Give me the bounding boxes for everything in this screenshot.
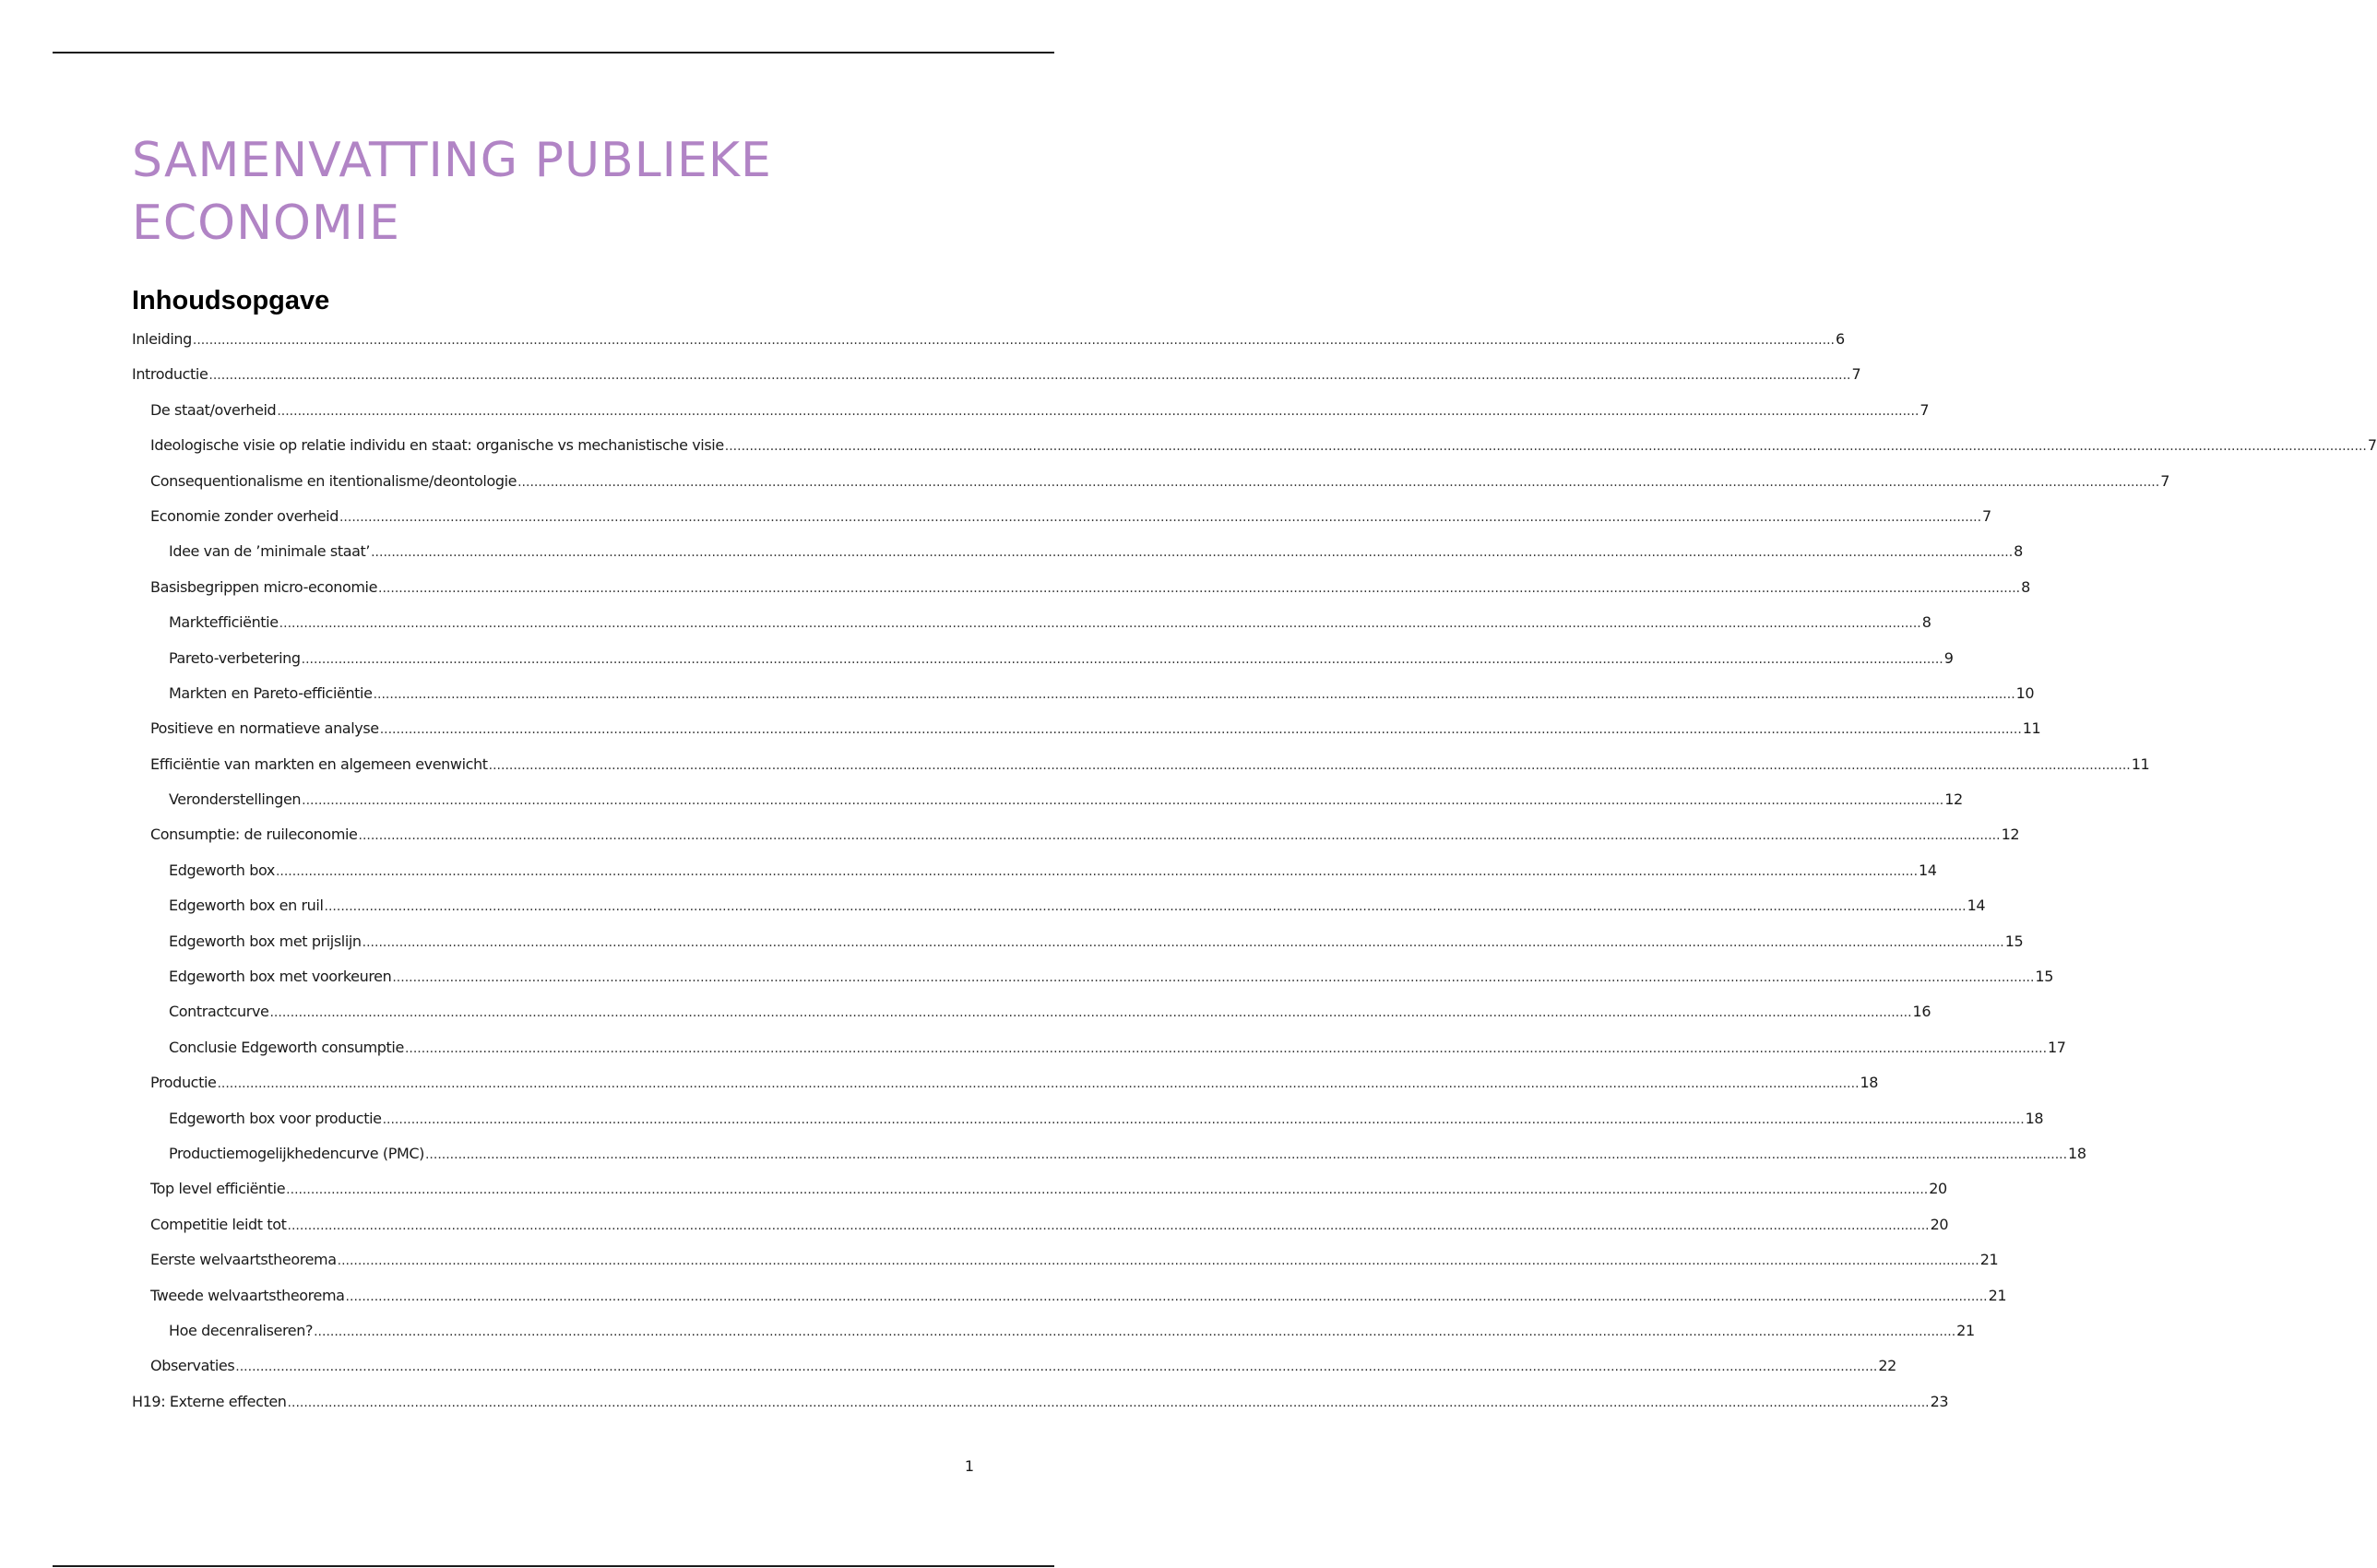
toc-dot-leader: ................................................................................................................................................................................................................................................................................................................................................................................................................ — [324, 899, 1967, 915]
toc-entry-page: 11 — [2022, 719, 2041, 738]
toc-entry[interactable] — [132, 506, 1991, 542]
toc-entry[interactable] — [132, 330, 1845, 365]
toc-entry[interactable] — [132, 1321, 1975, 1357]
toc-entry-page: 15 — [2004, 932, 2024, 950]
toc-entry-text: Edgeworth box en ruil — [169, 897, 324, 915]
toc-dot-leader: ................................................................................................................................................................................................................................................................................................................................................................................................................ — [269, 1005, 1912, 1021]
toc-dot-leader: ................................................................................................................................................................................................................................................................................................................................................................................................................ — [424, 1146, 2068, 1162]
toc-entry-text: Pareto-verbetering — [169, 648, 301, 667]
toc-entry[interactable] — [132, 719, 2041, 754]
toc-entry[interactable] — [132, 861, 1937, 897]
toc-dot-leader: ................................................................................................................................................................................................................................................................................................................................................................................................................ — [517, 474, 2160, 490]
toc-dot-leader: ................................................................................................................................................................................................................................................................................................................................................................................................................ — [287, 1218, 1930, 1233]
toc-dot-leader: ................................................................................................................................................................................................................................................................................................................................................................................................................ — [358, 828, 2001, 844]
toc-dot-leader: ................................................................................................................................................................................................................................................................................................................................................................................................................ — [392, 970, 2035, 986]
toc-dot-leader: ................................................................................................................................................................................................................................................................................................................................................................................................................ — [217, 1076, 1860, 1092]
toc-entry[interactable] — [132, 1180, 1947, 1215]
toc-dot-leader: ................................................................................................................................................................................................................................................................................................................................................................................................................ — [208, 368, 1851, 384]
toc-entry-page: 17 — [2048, 1038, 2066, 1056]
toc-entry[interactable] — [132, 365, 1861, 400]
toc-entry-text: Idee van de ’minimale staat’ — [169, 542, 371, 561]
toc-entry[interactable] — [132, 1038, 2066, 1074]
toc-entry[interactable] — [132, 790, 1963, 826]
toc-entry[interactable] — [132, 1392, 1949, 1428]
toc-dot-leader: ................................................................................................................................................................................................................................................................................................................................................................................................................ — [301, 651, 1943, 667]
toc-entry-page: 10 — [2015, 683, 2035, 702]
toc-entry-page: 21 — [1956, 1321, 1975, 1339]
toc-dot-leader: ................................................................................................................................................................................................................................................................................................................................................................................................................ — [373, 686, 2015, 702]
toc-entry-page: 18 — [2025, 1109, 2044, 1127]
toc-entry[interactable] — [132, 400, 1930, 436]
toc-entry-page: 8 — [2014, 542, 2023, 561]
toc-entry-text: Hoe decenraliseren? — [169, 1321, 314, 1339]
toc-dot-leader: ................................................................................................................................................................................................................................................................................................................................................................................................................ — [235, 1360, 1878, 1375]
toc-dot-leader: ................................................................................................................................................................................................................................................................................................................................................................................................................ — [339, 509, 1982, 525]
toc-dot-leader: ................................................................................................................................................................................................................................................................................................................................................................................................................ — [314, 1324, 1956, 1339]
toc-entry-text: Competitie leidt tot — [150, 1215, 287, 1233]
toc-entry-page: 20 — [1930, 1215, 1949, 1233]
toc-entry-text: Markten en Pareto-efficiëntie — [169, 683, 373, 702]
toc-entry[interactable] — [132, 683, 2035, 719]
toc-dot-leader: ................................................................................................................................................................................................................................................................................................................................................................................................................ — [362, 934, 2004, 950]
toc-entry[interactable] — [132, 897, 1986, 932]
toc-entry[interactable] — [132, 436, 2377, 471]
toc-entry-page: 12 — [2001, 826, 2020, 844]
toc-entry-text: Productiemogelijkhedencurve (PMC) — [169, 1144, 424, 1162]
toc-entry-text: Consequentionalisme en itentionalisme/deontologie — [150, 471, 517, 490]
toc-entry-page: 11 — [2131, 754, 2150, 773]
toc-entry-page: 7 — [2367, 436, 2377, 455]
footer-rule — [53, 1565, 1054, 1567]
toc-entry-text: Eerste welvaartstheorema — [150, 1251, 337, 1269]
toc-dot-leader: ................................................................................................................................................................................................................................................................................................................................................................................................................ — [337, 1253, 1979, 1269]
toc-entry-page: 14 — [1967, 897, 1986, 915]
toc-dot-leader: ................................................................................................................................................................................................................................................................................................................................................................................................................ — [488, 757, 2131, 773]
toc-entry[interactable] — [132, 826, 2020, 861]
toc-entry-text: Inleiding — [132, 330, 192, 348]
toc-entry-page: 7 — [1982, 506, 1991, 525]
toc-dot-leader: ................................................................................................................................................................................................................................................................................................................................................................................................................ — [404, 1040, 2048, 1056]
toc-entry-page: 7 — [1851, 365, 1861, 384]
toc-entry[interactable] — [132, 613, 1931, 648]
toc-entry-page: 18 — [1860, 1074, 1879, 1092]
toc-entry-text: Marktefficiëntie — [169, 613, 279, 632]
toc-entry-text: Edgeworth box met voorkeuren — [169, 968, 392, 986]
toc-dot-leader: ................................................................................................................................................................................................................................................................................................................................................................................................................ — [287, 1395, 1930, 1410]
header-rule — [53, 52, 1054, 53]
toc-entry-page: 6 — [1835, 330, 1845, 348]
toc-entry-page: 23 — [1930, 1392, 1949, 1410]
toc-entry-page: 21 — [1988, 1286, 2007, 1304]
toc-entry-page: 8 — [2021, 577, 2030, 596]
toc-dot-leader: ................................................................................................................................................................................................................................................................................................................................................................................................................ — [279, 616, 1921, 632]
toc-dot-leader: ................................................................................................................................................................................................................................................................................................................................................................................................................ — [302, 793, 1944, 809]
toc-dot-leader: ................................................................................................................................................................................................................................................................................................................................................................................................................ — [345, 1289, 1988, 1304]
toc-entry-page: 15 — [2035, 968, 2053, 986]
toc-entry-page: 16 — [1912, 1003, 1931, 1021]
toc-dot-leader: ................................................................................................................................................................................................................................................................................................................................................................................................................ — [277, 403, 1919, 419]
toc-entry-text: Conclusie Edgeworth consumptie — [169, 1038, 404, 1056]
table-of-contents — [132, 330, 2377, 1428]
toc-entry[interactable] — [132, 542, 2023, 577]
toc-entry-text: Productie — [150, 1074, 217, 1092]
toc-entry-text: Ideologische visie op relatie individu en staat: organische vs mechanistische visie — [150, 436, 724, 455]
toc-entry[interactable] — [132, 968, 2053, 1003]
toc-entry[interactable] — [132, 1074, 1879, 1109]
toc-entry-page: 14 — [1919, 861, 1937, 879]
toc-entry-page: 12 — [1944, 790, 1963, 809]
toc-entry-text: Basisbegrippen micro-economie — [150, 577, 378, 596]
toc-entry[interactable] — [132, 648, 1954, 684]
toc-entry[interactable] — [132, 932, 2024, 968]
toc-dot-leader: ................................................................................................................................................................................................................................................................................................................................................................................................................ — [378, 580, 2021, 596]
toc-entry-text: H19: Externe effecten — [132, 1392, 287, 1410]
toc-dot-leader: ................................................................................................................................................................................................................................................................................................................................................................................................................ — [192, 333, 1835, 348]
toc-dot-leader: ................................................................................................................................................................................................................................................................................................................................................................................................................ — [379, 722, 2022, 738]
toc-entry-page: 18 — [2068, 1144, 2086, 1162]
toc-entry-text: Edgeworth box — [169, 861, 275, 879]
toc-dot-leader: ................................................................................................................................................................................................................................................................................................................................................................................................................ — [382, 1111, 2025, 1127]
toc-entry-page: 7 — [1919, 400, 1930, 419]
toc-entry[interactable] — [132, 754, 2150, 790]
toc-dot-leader: ................................................................................................................................................................................................................................................................................................................................................................................................................ — [275, 863, 1919, 879]
toc-entry-text: Consumptie: de ruileconomie — [150, 826, 358, 844]
toc-entry[interactable] — [132, 1251, 1999, 1286]
toc-entry[interactable] — [132, 471, 2169, 507]
toc-entry-text: Edgeworth box voor productie — [169, 1109, 382, 1127]
toc-dot-leader: ................................................................................................................................................................................................................................................................................................................................................................................................................ — [371, 545, 2014, 561]
toc-entry-page: 9 — [1943, 648, 1954, 667]
toc-entry-text: Observaties — [150, 1357, 235, 1375]
toc-entry-text: Introductie — [132, 365, 208, 384]
toc-entry-text: Top level efficiëntie — [150, 1180, 286, 1198]
toc-dot-leader: ................................................................................................................................................................................................................................................................................................................................................................................................................ — [724, 439, 2367, 455]
toc-entry-page: 8 — [1921, 613, 1931, 632]
toc-entry-page: 21 — [1979, 1251, 1999, 1269]
toc-entry-text: Edgeworth box met prijslijn — [169, 932, 362, 950]
toc-entry-page: 22 — [1878, 1357, 1896, 1375]
toc-entry[interactable] — [132, 1109, 2044, 1145]
toc-entry-text: Economie zonder overheid — [150, 506, 339, 525]
toc-entry[interactable] — [132, 1215, 1949, 1251]
toc-entry[interactable] — [132, 1357, 1896, 1392]
toc-entry-page: 7 — [2160, 471, 2169, 490]
page-number: 1 — [964, 1457, 974, 1475]
toc-entry-text: Tweede welvaartstheorema — [150, 1286, 345, 1304]
toc-dot-leader: ................................................................................................................................................................................................................................................................................................................................................................................................................ — [286, 1182, 1929, 1198]
toc-entry-text: De staat/overheid — [150, 400, 277, 419]
toc-entry-page: 20 — [1929, 1180, 1947, 1198]
toc-entry[interactable] — [132, 1286, 2007, 1322]
toc-entry[interactable] — [132, 577, 2030, 613]
toc-entry-text: Contractcurve — [169, 1003, 269, 1021]
toc-entry-text: Veronderstellingen — [169, 790, 302, 809]
toc-entry[interactable] — [132, 1144, 2086, 1180]
document-title: SAMENVATTING PUBLIEKE ECONOMIE — [132, 133, 772, 251]
toc-entry[interactable] — [132, 1003, 1931, 1038]
toc-entry-text: Positieve en normatieve analyse — [150, 719, 379, 738]
toc-entry-text: Efficiëntie van markten en algemeen evenwicht — [150, 754, 488, 773]
toc-heading: Inhoudsopgave — [132, 286, 330, 315]
